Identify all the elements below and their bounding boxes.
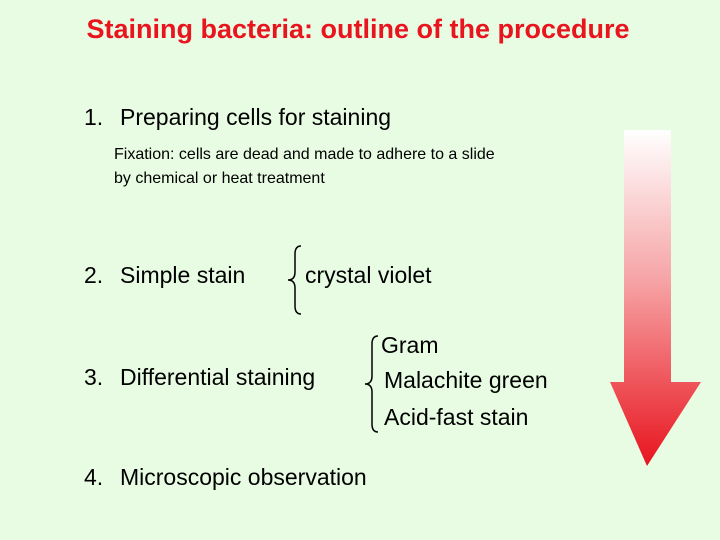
- step-1-note-line-2: by chemical or heat treatment: [114, 170, 325, 187]
- differential-option-malachite-green: Malachite green: [384, 367, 548, 393]
- simple-stain-option: crystal violet: [305, 262, 432, 288]
- slide-title: Staining bacteria: outline of the procedure: [86, 14, 630, 44]
- step-1: [84, 104, 391, 131]
- step-2: [84, 262, 245, 289]
- step-number: 1.: [84, 104, 104, 130]
- brace-icon: [360, 334, 382, 434]
- differential-option-acid-fast: Acid-fast stain: [384, 404, 529, 430]
- step-label: Differential staining: [120, 364, 316, 390]
- step-3: [84, 364, 315, 391]
- down-arrow-icon: [610, 130, 710, 470]
- step-label: Simple stain: [120, 262, 246, 288]
- brace-icon: [283, 244, 305, 316]
- step-4: [84, 464, 367, 491]
- step-number: 2.: [84, 262, 104, 288]
- step-label: Preparing cells for staining: [120, 104, 392, 130]
- step-1-note-line-1: Fixation: cells are dead and made to adhere to a slide: [114, 146, 495, 163]
- differential-option-gram: Gram: [381, 332, 439, 358]
- step-number: 4.: [84, 464, 104, 490]
- step-label: Microscopic observation: [120, 464, 367, 490]
- step-number: 3.: [84, 364, 104, 390]
